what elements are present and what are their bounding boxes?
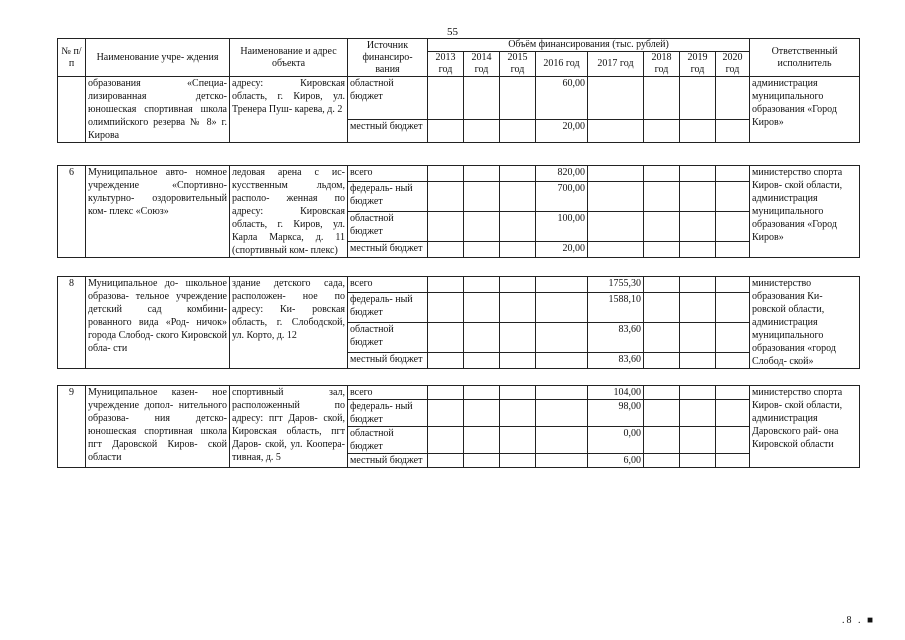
amount-cell: 60,00 — [536, 77, 588, 120]
amount-cell — [680, 77, 716, 120]
table-row — [58, 277, 860, 293]
amount-cell — [716, 166, 750, 182]
amount-cell: 820,00 — [536, 166, 588, 182]
amount-cell — [428, 400, 464, 427]
header-year: 2019 год — [680, 52, 716, 77]
amount-cell: 104,00 — [588, 386, 644, 400]
amount-cell — [500, 400, 536, 427]
amount-cell — [536, 454, 588, 468]
amount-cell — [680, 427, 716, 454]
funding-source: всего — [348, 166, 428, 182]
amount-cell — [428, 427, 464, 454]
amount-cell: 0,00 — [588, 427, 644, 454]
amount-cell — [428, 292, 464, 322]
amount-cell — [680, 166, 716, 182]
amount-cell — [680, 181, 716, 211]
amount-cell: 20,00 — [536, 120, 588, 143]
amount-cell — [500, 353, 536, 369]
amount-cell — [428, 120, 464, 143]
row-number — [58, 77, 86, 143]
amount-cell — [464, 427, 500, 454]
amount-cell — [644, 427, 680, 454]
footer-mark: .8 . ■ — [841, 615, 875, 626]
amount-cell — [428, 322, 464, 352]
amount-cell — [428, 242, 464, 258]
amount-cell — [644, 386, 680, 400]
amount-cell — [536, 277, 588, 293]
amount-cell — [680, 242, 716, 258]
funding-source: местный бюджет — [348, 353, 428, 369]
amount-cell — [464, 454, 500, 468]
amount-cell — [500, 120, 536, 143]
object-address: здание детского сада, расположен- ное по адресу: Ки- ровская область, г. Слободской, ул. Корто, д. 12 — [230, 277, 348, 369]
amount-cell — [680, 277, 716, 293]
amount-cell: 98,00 — [588, 400, 644, 427]
header-year: 2014 год — [464, 52, 500, 77]
amount-cell — [716, 211, 750, 241]
amount-cell — [464, 322, 500, 352]
header-year: 2017 год — [588, 52, 644, 77]
responsible-executor: министерство спорта Киров- ской области, администрация Даровского рай- она Кировской области — [750, 386, 860, 468]
funding-source: областной бюджет — [348, 427, 428, 454]
amount-cell: 20,00 — [536, 242, 588, 258]
spacer-cell — [58, 369, 860, 386]
amount-cell — [428, 181, 464, 211]
amount-cell — [500, 181, 536, 211]
group-spacer — [58, 258, 860, 277]
amount-cell — [716, 242, 750, 258]
amount-cell — [644, 353, 680, 369]
page-number: 55 — [447, 26, 458, 38]
amount-cell — [680, 400, 716, 427]
amount-cell — [464, 77, 500, 120]
responsible-executor: администрация муниципального образования «Город Киров» — [750, 77, 860, 143]
amount-cell: 83,60 — [588, 353, 644, 369]
table-row — [58, 77, 860, 120]
amount-cell — [716, 353, 750, 369]
funding-source: федераль- ный бюджет — [348, 181, 428, 211]
amount-cell — [500, 166, 536, 182]
object-address: спортивный зал, расположенный по адресу: пгт Даров- ской, Кировская область, пгт Даров- ской, ул. Коопера- тивная, д. 5 — [230, 386, 348, 468]
amount-cell — [644, 242, 680, 258]
header-responsible: Ответственный исполнитель — [750, 39, 860, 77]
amount-cell — [716, 386, 750, 400]
amount-cell: 700,00 — [536, 181, 588, 211]
amount-cell — [500, 242, 536, 258]
header-year: 2020 год — [716, 52, 750, 77]
table-header — [58, 39, 860, 77]
amount-cell — [644, 166, 680, 182]
amount-cell — [464, 353, 500, 369]
header-year: 2016 год — [536, 52, 588, 77]
row-number: 6 — [58, 166, 86, 258]
funding-source: местный бюджет — [348, 120, 428, 143]
amount-cell — [500, 277, 536, 293]
amount-cell — [680, 211, 716, 241]
amount-cell — [464, 181, 500, 211]
amount-cell — [536, 427, 588, 454]
funding-source: всего — [348, 277, 428, 293]
amount-cell — [536, 353, 588, 369]
amount-cell — [500, 292, 536, 322]
amount-cell — [716, 277, 750, 293]
header-name: Наименование учре- ждения — [86, 39, 230, 77]
amount-cell — [588, 77, 644, 120]
amount-cell: 6,00 — [588, 454, 644, 468]
amount-cell — [428, 211, 464, 241]
amount-cell — [644, 322, 680, 352]
amount-cell — [680, 322, 716, 352]
amount-cell — [644, 181, 680, 211]
amount-cell — [536, 322, 588, 352]
amount-cell — [464, 211, 500, 241]
funding-source: областной бюджет — [348, 77, 428, 120]
amount-cell — [464, 386, 500, 400]
group-spacer — [58, 369, 860, 386]
amount-cell — [680, 292, 716, 322]
amount-cell — [500, 427, 536, 454]
amount-cell — [464, 277, 500, 293]
table-row — [58, 386, 860, 400]
responsible-executor: министерство спорта Киров- ской области, администрация муниципального образования «Город Киров» — [750, 166, 860, 258]
header-year: 2013 год — [428, 52, 464, 77]
amount-cell: 1755,30 — [588, 277, 644, 293]
row-number: 8 — [58, 277, 86, 369]
header-year: 2015 год — [500, 52, 536, 77]
header-volume: Объём финансирования (тыс. рублей) — [428, 39, 750, 52]
institution-name: Муниципальное авто- номное учреждение «Спортивно-культурно- оздоровительный ком- плекс «Союз» — [86, 166, 230, 258]
amount-cell — [680, 454, 716, 468]
amount-cell — [680, 353, 716, 369]
table-row — [58, 166, 860, 182]
amount-cell — [500, 386, 536, 400]
amount-cell — [588, 181, 644, 211]
amount-cell — [536, 400, 588, 427]
amount-cell — [644, 292, 680, 322]
amount-cell: 1588,10 — [588, 292, 644, 322]
amount-cell — [716, 322, 750, 352]
amount-cell — [644, 277, 680, 293]
amount-cell: 100,00 — [536, 211, 588, 241]
amount-cell: 83,60 — [588, 322, 644, 352]
header-address: Наименование и адрес объекта — [230, 39, 348, 77]
row-number: 9 — [58, 386, 86, 468]
amount-cell — [644, 120, 680, 143]
amount-cell — [644, 400, 680, 427]
amount-cell — [644, 454, 680, 468]
amount-cell — [716, 120, 750, 143]
amount-cell — [716, 292, 750, 322]
header-source: Источник финансиро- вания — [348, 39, 428, 77]
amount-cell — [428, 353, 464, 369]
amount-cell — [716, 427, 750, 454]
amount-cell — [588, 211, 644, 241]
object-address: ледовая арена с ис- кусственным льдом, располо- женная по адресу: Кировская область, г. Киров, ул. Карла Маркса, д. 11 (спортивный ком- плекс) — [230, 166, 348, 258]
spacer-cell — [58, 143, 860, 166]
spacer-cell — [58, 258, 860, 277]
funding-source: областной бюджет — [348, 211, 428, 241]
amount-cell — [536, 292, 588, 322]
amount-cell — [716, 400, 750, 427]
responsible-executor: министерство образования Ки- ровской области, администрация муниципального образования «город Слобод- ской» — [750, 277, 860, 369]
amount-cell — [428, 454, 464, 468]
funding-source: местный бюджет — [348, 242, 428, 258]
amount-cell — [500, 322, 536, 352]
amount-cell — [464, 166, 500, 182]
amount-cell — [644, 77, 680, 120]
amount-cell — [464, 292, 500, 322]
amount-cell — [536, 386, 588, 400]
amount-cell — [428, 166, 464, 182]
amount-cell — [588, 120, 644, 143]
amount-cell — [428, 386, 464, 400]
header-year: 2018 год — [644, 52, 680, 77]
amount-cell — [644, 211, 680, 241]
amount-cell — [680, 120, 716, 143]
amount-cell — [500, 77, 536, 120]
amount-cell — [588, 242, 644, 258]
institution-name: Муниципальное до- школьное образова- тельное учреждение детский сад комбини- рованного вида «Род- ничок» города Слобод- ского Кировской обла- сти — [86, 277, 230, 369]
amount-cell — [428, 77, 464, 120]
amount-cell — [716, 454, 750, 468]
amount-cell — [680, 386, 716, 400]
funding-source: федераль- ный бюджет — [348, 292, 428, 322]
table-body — [58, 77, 860, 468]
funding-source: всего — [348, 386, 428, 400]
amount-cell — [500, 211, 536, 241]
funding-source: областной бюджет — [348, 322, 428, 352]
amount-cell — [428, 277, 464, 293]
institution-name: образования «Специа- лизированная детско- юношеская спортивная школа олимпийского резерва № 8» г. Кирова — [86, 77, 230, 143]
amount-cell — [464, 242, 500, 258]
amount-cell — [464, 400, 500, 427]
object-address: адресу: Кировская область, г. Киров, ул. Тренера Пуш- карева, д. 2 — [230, 77, 348, 143]
amount-cell — [716, 77, 750, 120]
funding-source: местный бюджет — [348, 454, 428, 468]
amount-cell — [588, 166, 644, 182]
financing-table — [57, 38, 860, 468]
institution-name: Муниципальное казен- ное учреждение допол- нительного образова- ния детско-юношеская спортивная школа пгт Даровской Киров- ской области — [86, 386, 230, 468]
amount-cell — [464, 120, 500, 143]
amount-cell — [716, 181, 750, 211]
header-no: № п/п — [58, 39, 86, 77]
amount-cell — [500, 454, 536, 468]
group-spacer — [58, 143, 860, 166]
funding-source: федераль- ный бюджет — [348, 400, 428, 427]
